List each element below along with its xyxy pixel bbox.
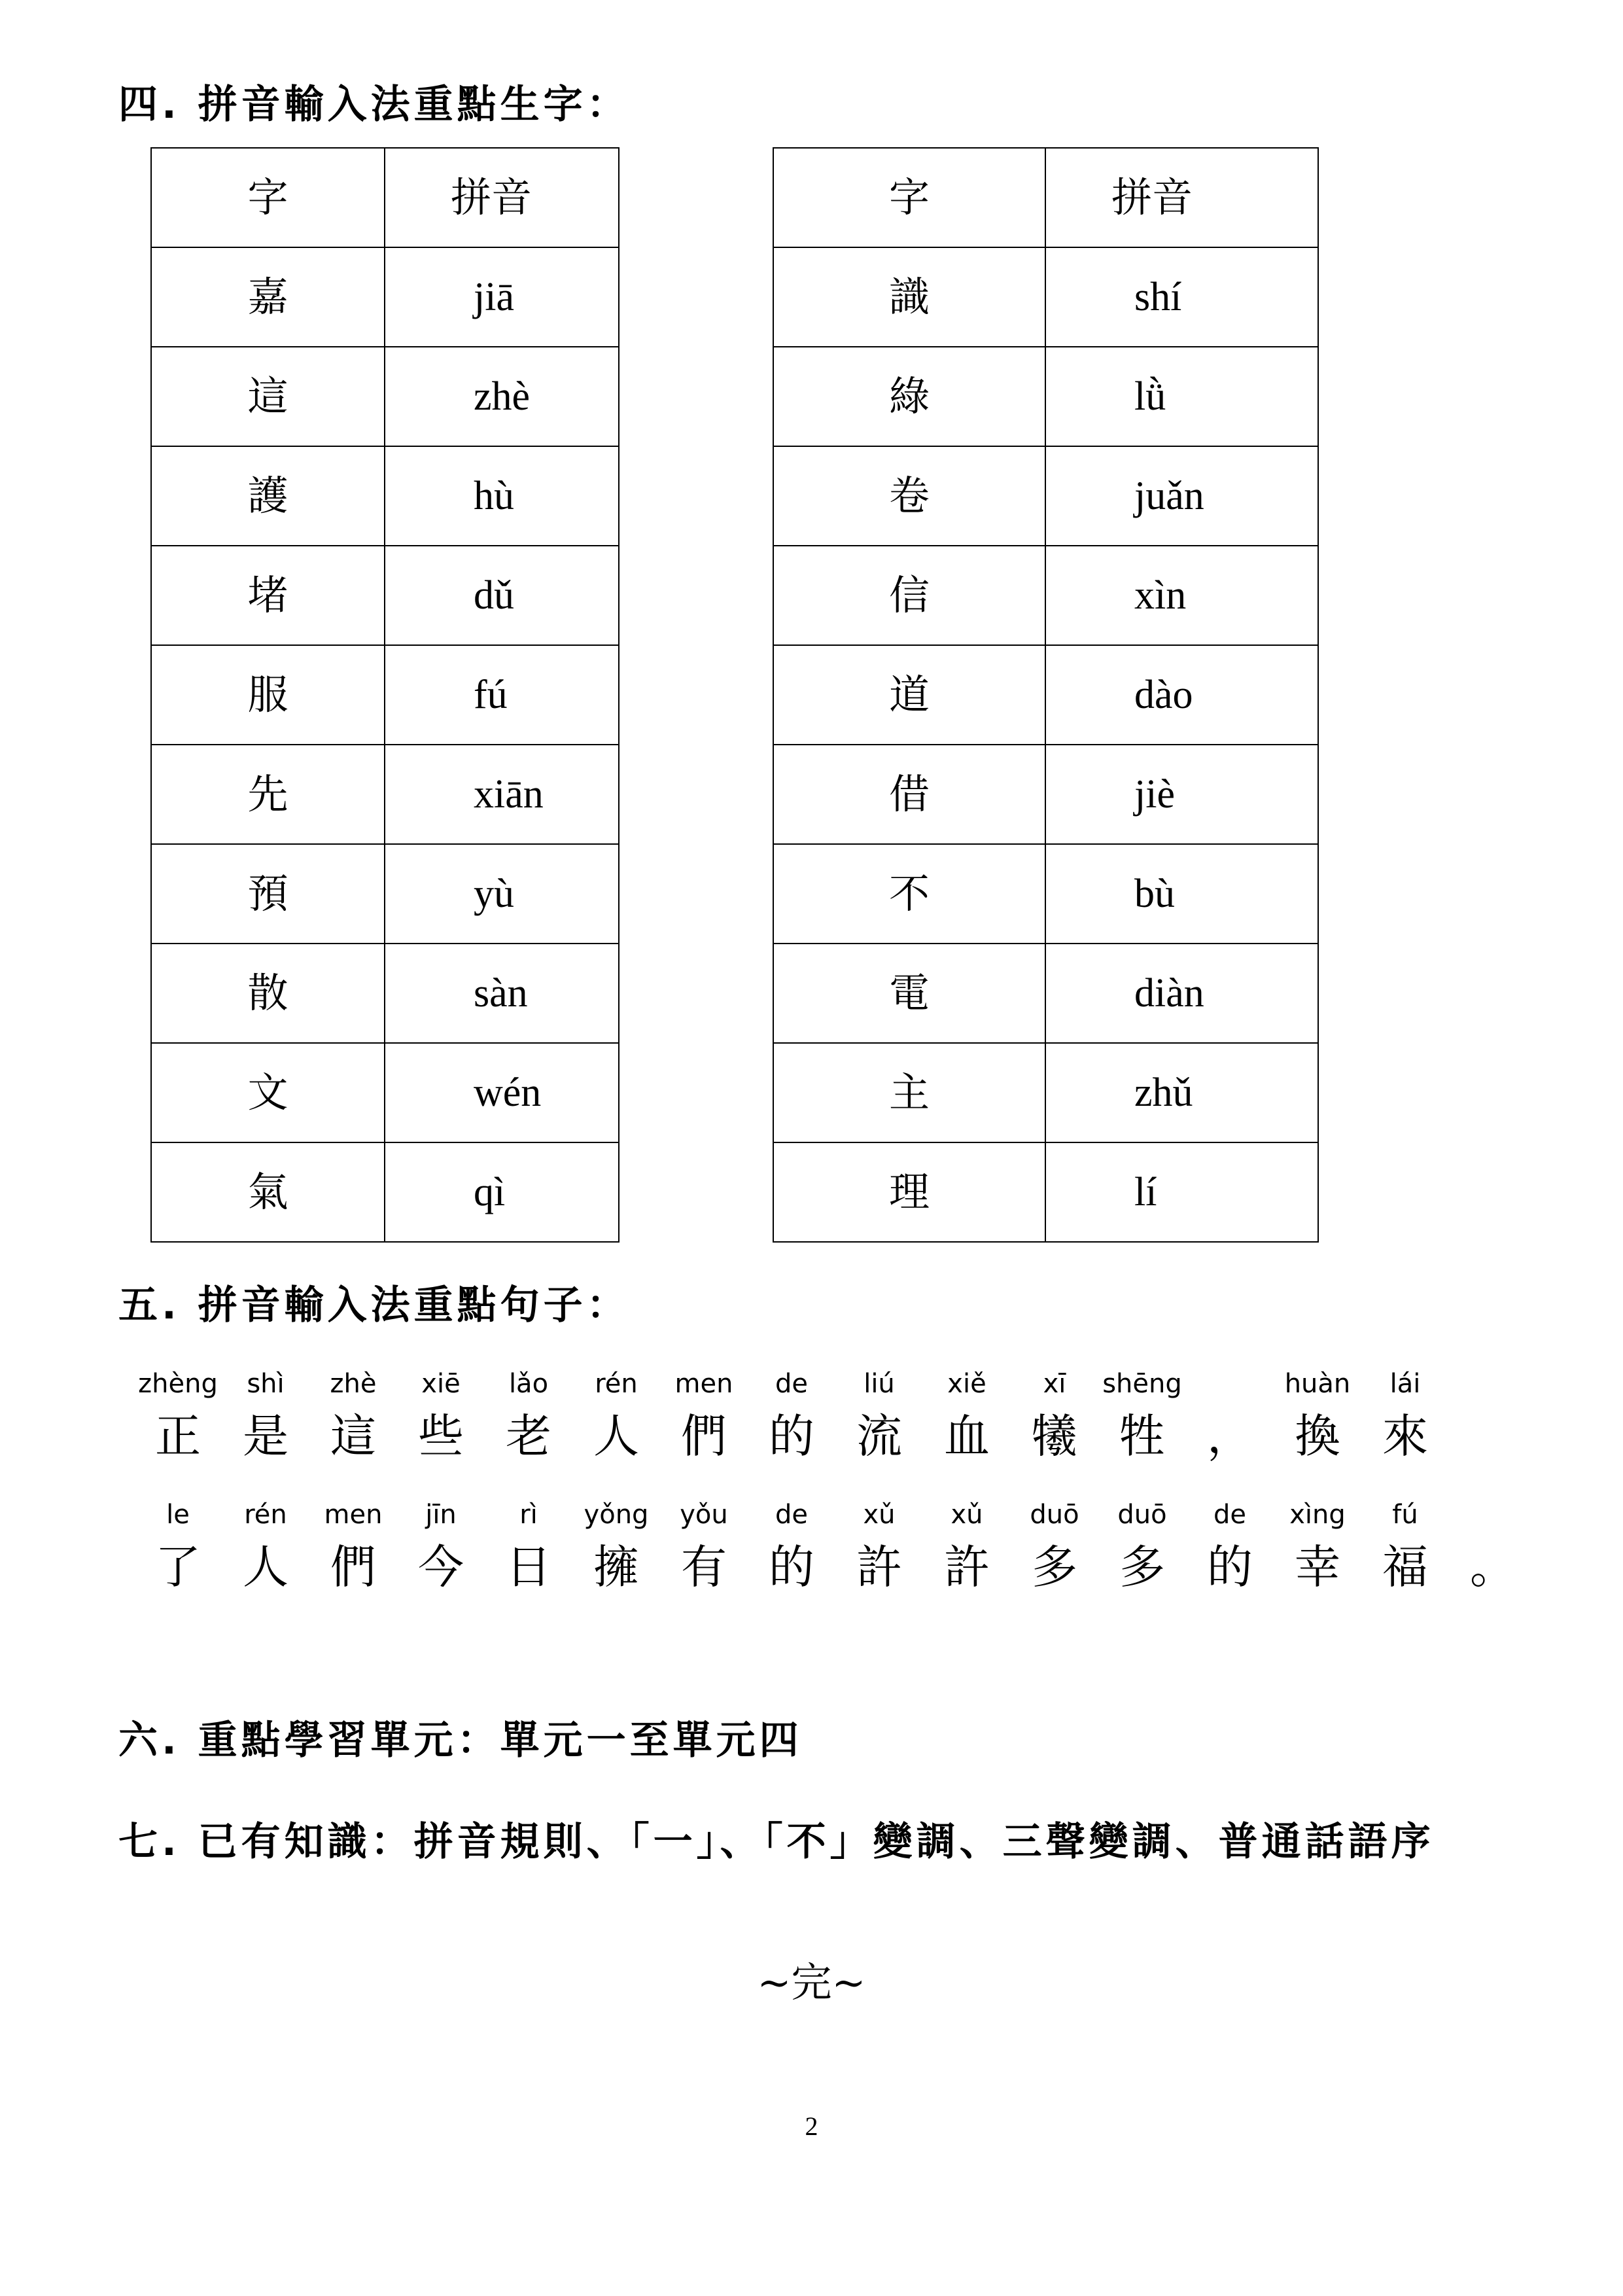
header-pinyin: 拼音 — [1045, 148, 1318, 247]
sentence-char: 幸 — [1295, 1540, 1340, 1594]
table-row — [151, 944, 619, 1043]
pinyin-cell: diàn — [1045, 944, 1318, 1043]
pinyin-annotation: le — [166, 1500, 190, 1530]
pinyin-cell: hù — [385, 446, 619, 546]
char-cell: 堵 — [151, 546, 385, 645]
sentence-char: 換 — [1295, 1409, 1340, 1463]
sentence-char: 犧 — [1032, 1409, 1077, 1463]
sentence-char: 日 — [506, 1540, 551, 1594]
sentence-char: 了 — [155, 1540, 201, 1594]
end-mark: ~完~ — [757, 1958, 866, 2006]
pinyin-cell: jiè — [1045, 745, 1318, 844]
table-row — [151, 546, 619, 645]
pinyin-annotation: de — [775, 1369, 808, 1399]
pinyin-cell: dǔ — [385, 546, 619, 645]
char-cell: 這 — [151, 347, 385, 446]
sentence-char: 正 — [155, 1409, 201, 1463]
pinyin-table-left — [150, 147, 620, 1243]
char-cell: 嘉 — [151, 247, 385, 347]
char-cell: 主 — [773, 1043, 1045, 1142]
table-row — [151, 247, 619, 347]
pinyin-cell: jiā — [385, 247, 619, 347]
sentence-char: 。 — [1470, 1540, 1516, 1594]
pinyin-annotation: shēng — [1102, 1369, 1182, 1399]
sentence-char: 些 — [418, 1409, 464, 1463]
pinyin-cell: juǎn — [1045, 446, 1318, 546]
sentence-char: 的 — [769, 1409, 814, 1463]
pinyin-annotation: fú — [1392, 1500, 1418, 1530]
header-pinyin: 拼音 — [385, 148, 619, 247]
table-row — [151, 844, 619, 944]
sentence-char: 老 — [506, 1409, 551, 1463]
pinyin-annotation: men — [674, 1369, 733, 1399]
pinyin-cell: lǜ — [1045, 347, 1318, 446]
pinyin-cell: fú — [385, 645, 619, 745]
table-row — [151, 1043, 619, 1142]
ruby-unit — [1440, 1492, 1545, 1597]
table-row — [773, 745, 1318, 844]
page-number: 2 — [805, 2111, 818, 2141]
sentence-char: 牲 — [1119, 1409, 1165, 1463]
pinyin-annotation: de — [775, 1500, 808, 1530]
char-cell: 理 — [773, 1142, 1045, 1242]
table-header-row — [151, 148, 619, 247]
table-row — [773, 1043, 1318, 1142]
pinyin-cell: lí — [1045, 1142, 1318, 1242]
pinyin-annotation: lǎo — [508, 1369, 549, 1399]
table-row — [773, 645, 1318, 745]
sentence-char: 多 — [1032, 1540, 1077, 1594]
char-cell: 信 — [773, 546, 1045, 645]
pinyin-cell: qì — [385, 1142, 619, 1242]
char-cell: 借 — [773, 745, 1045, 844]
pinyin-cell: xìn — [1045, 546, 1318, 645]
pinyin-annotation: rén — [595, 1369, 638, 1399]
char-cell: 文 — [151, 1043, 385, 1142]
table-row — [151, 645, 619, 745]
char-cell: 綠 — [773, 347, 1045, 446]
pinyin-annotation — [1440, 1492, 1545, 1538]
sentence-char: 今 — [418, 1540, 464, 1594]
pinyin-annotation: xī — [1043, 1369, 1066, 1399]
table-row — [151, 1142, 619, 1242]
table-row — [773, 347, 1318, 446]
char-cell: 先 — [151, 745, 385, 844]
char-cell: 不 — [773, 844, 1045, 944]
pinyin-cell: shí — [1045, 247, 1318, 347]
char-cell: 散 — [151, 944, 385, 1043]
pinyin-annotation: zhè — [330, 1369, 377, 1399]
pinyin-annotation: duō — [1030, 1500, 1079, 1530]
sentence-char: 許 — [944, 1540, 990, 1594]
char-cell: 護 — [151, 446, 385, 546]
table-row — [773, 1142, 1318, 1242]
pinyin-annotation: duō — [1117, 1500, 1167, 1530]
sentence-char: ， — [1207, 1409, 1253, 1463]
sentence-char: 福 — [1382, 1540, 1428, 1594]
section-5-title: 五. 拼音輸入法重點句子： — [118, 1282, 630, 1328]
pinyin-annotation: liú — [864, 1369, 895, 1399]
sentence-char: 血 — [944, 1409, 990, 1463]
header-char: 字 — [151, 148, 385, 247]
char-cell: 道 — [773, 645, 1045, 745]
pinyin-annotation: lái — [1389, 1369, 1421, 1399]
table-row — [773, 247, 1318, 347]
sentence-char: 人 — [243, 1540, 288, 1594]
pinyin-annotation: yǒu — [680, 1500, 728, 1530]
sentence-char: 是 — [243, 1409, 288, 1463]
sentence-char: 多 — [1119, 1540, 1165, 1594]
pinyin-annotation: shì — [247, 1369, 285, 1399]
sentence-char: 們 — [681, 1409, 727, 1463]
pinyin-annotation: xiě — [947, 1369, 986, 1399]
sentence-char: 流 — [856, 1409, 902, 1463]
char-cell: 氣 — [151, 1142, 385, 1242]
pinyin-cell: xiān — [385, 745, 619, 844]
section-6-text: 六. 重點學習單元：單元一至單元四 — [118, 1718, 803, 1763]
char-cell: 電 — [773, 944, 1045, 1043]
char-cell: 識 — [773, 247, 1045, 347]
table-row — [151, 446, 619, 546]
ruby-unit — [1353, 1361, 1457, 1466]
pinyin-table-right — [773, 147, 1319, 1243]
pinyin-cell: wén — [385, 1043, 619, 1142]
table-row — [773, 944, 1318, 1043]
sentence-char: 這 — [330, 1409, 376, 1463]
header-char: 字 — [773, 148, 1045, 247]
sentence-char: 的 — [1207, 1540, 1253, 1594]
pinyin-annotation: xǔ — [951, 1500, 983, 1530]
pinyin-annotation: men — [324, 1500, 383, 1530]
table-row — [773, 844, 1318, 944]
pinyin-annotation: rì — [519, 1500, 538, 1530]
pinyin-cell: zhǔ — [1045, 1043, 1318, 1142]
pinyin-cell: zhè — [385, 347, 619, 446]
sentence-char: 人 — [593, 1409, 639, 1463]
sentence-char: 來 — [1382, 1409, 1428, 1463]
pinyin-annotation: rén — [244, 1500, 287, 1530]
pinyin-annotation: xìng — [1289, 1500, 1346, 1530]
table-row — [151, 745, 619, 844]
table-row — [773, 446, 1318, 546]
pinyin-cell: dào — [1045, 645, 1318, 745]
pinyin-annotation: yǒng — [584, 1500, 649, 1530]
char-cell: 服 — [151, 645, 385, 745]
pinyin-annotation: xǔ — [863, 1500, 896, 1530]
section-4-title: 四. 拼音輸入法重點生字： — [118, 82, 630, 128]
sentence-char: 有 — [681, 1540, 727, 1594]
table-row — [151, 347, 619, 446]
pinyin-annotation: zhèng — [138, 1369, 218, 1399]
section-7-text: 七. 已有知識：拼音規則、「一」、「不」變調、三聲變調、普通話語序 — [118, 1819, 1435, 1865]
pinyin-cell: bù — [1045, 844, 1318, 944]
pinyin-annotation: xiē — [421, 1369, 461, 1399]
table-header-row — [773, 148, 1318, 247]
table-row — [773, 546, 1318, 645]
sentence-char: 們 — [330, 1540, 376, 1594]
pinyin-cell: yù — [385, 844, 619, 944]
pinyin-annotation: jīn — [425, 1500, 457, 1530]
pinyin-annotation: de — [1213, 1500, 1246, 1530]
pinyin-cell: sàn — [385, 944, 619, 1043]
char-cell: 預 — [151, 844, 385, 944]
sentence-char: 的 — [769, 1540, 814, 1594]
sentence-char: 擁 — [593, 1540, 639, 1594]
char-cell: 卷 — [773, 446, 1045, 546]
pinyin-annotation: huàn — [1284, 1369, 1351, 1399]
sentence-char: 許 — [856, 1540, 902, 1594]
